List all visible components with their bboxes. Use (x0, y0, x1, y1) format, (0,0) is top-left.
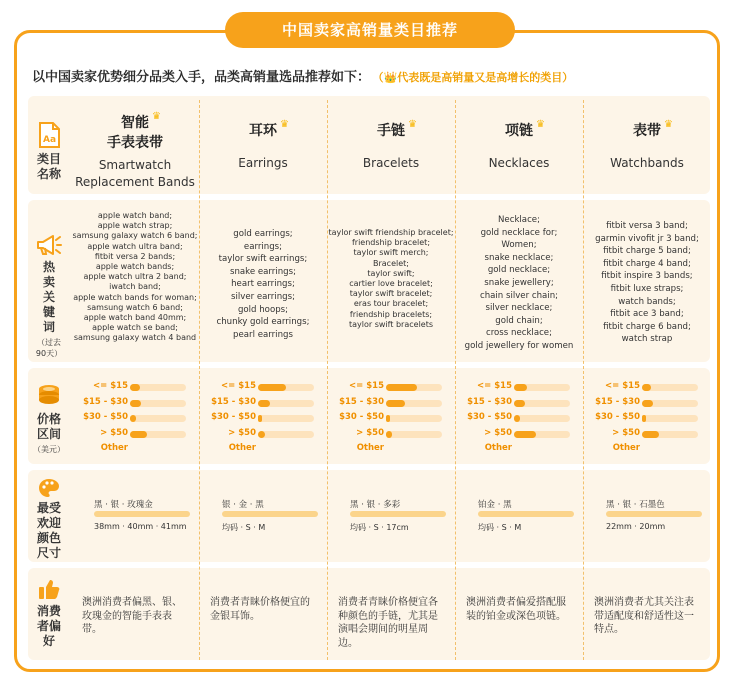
color-cell (72, 470, 198, 562)
price-bar-track (642, 431, 698, 438)
keyword-item: apple watch strap; (97, 221, 173, 231)
price-bar-track (258, 415, 314, 422)
keyword-item: Necklace; (498, 215, 540, 225)
color-size-divider (350, 511, 446, 517)
column-divider (327, 100, 328, 660)
price-bar-row (328, 396, 454, 412)
color-size-divider (94, 511, 190, 517)
keywords-list (72, 211, 198, 344)
popular-colors: 铂金 · 黑 (478, 500, 512, 510)
category-en: Necklaces (488, 156, 550, 170)
keyword-item: watch strap (621, 334, 673, 345)
keyword-item: samsung galaxy watch 6 band; (72, 231, 198, 241)
coins-icon (37, 384, 61, 406)
price-bar-track (130, 415, 186, 422)
price-bar-row (72, 442, 198, 458)
keyword-item: apple watch bands; (95, 262, 175, 272)
price-bar-row (72, 380, 198, 396)
price-bar-row (200, 442, 326, 458)
keyword-item: cartier love bracelet; (349, 279, 433, 289)
popular-colors: 银 · 金 · 黑 (222, 500, 264, 510)
category-en: Earrings (238, 156, 288, 170)
price-cell (72, 368, 198, 464)
price-bar-row (328, 380, 454, 396)
category-cn-text: 项链 (505, 123, 533, 139)
price-bar-fill (386, 431, 392, 438)
price-bar-fill (386, 415, 390, 422)
price-bar-track (642, 384, 698, 391)
category-cn-text: 手链 (377, 123, 405, 139)
price-bar-fill (514, 400, 525, 407)
keywords-cell (72, 200, 198, 362)
color-row-header (28, 470, 70, 562)
preference-text: 澳洲消费者偏黑、银、玫瑰金的智能手表表带。 (82, 597, 182, 635)
price-bar-fill (514, 384, 527, 391)
keyword-item: taylor swift; (367, 268, 415, 278)
price-row (28, 368, 710, 464)
keyword-item: Bracelet; (373, 258, 409, 268)
crown-icon: ♛ (280, 119, 289, 130)
price-bar-fill (642, 415, 646, 422)
price-bar-fill (258, 415, 262, 422)
price-bar-row (456, 442, 582, 458)
popular-colors: 黑 · 银 · 玫瑰金 (94, 500, 153, 510)
category-cn-text: 耳环 (249, 123, 277, 139)
keyword-item: eras tour bracelet; (353, 299, 429, 309)
keyword-item: fitbit charge 5 band; (603, 246, 691, 257)
preference-text: 澳洲消费者偏爱搭配服装的铂金或深色项链。 (466, 597, 566, 622)
price-bar-track (386, 400, 442, 407)
preference-row-label: 消费者偏好 (36, 604, 61, 648)
keywords-list (328, 228, 454, 330)
color-cell (328, 470, 454, 562)
price-range-label: > $50 (228, 427, 256, 438)
category-cell-smartwatch (72, 96, 198, 194)
price-range-label: $30 - $50 (467, 412, 512, 422)
price-bar-track (642, 415, 698, 422)
keyword-item: taylor swift earrings; (218, 254, 308, 265)
price-cell (456, 368, 582, 464)
column-divider (583, 100, 584, 660)
price-bar-fill (258, 431, 265, 438)
popular-sizes: 均码 · S · M (222, 523, 266, 532)
price-bar-fill (130, 431, 147, 438)
preference-cell (200, 568, 326, 660)
keyword-item: heart earrings; (231, 279, 295, 290)
keyword-item: snake jewellery; (484, 277, 554, 288)
preference-text: 消费者青睐价格便宜各种颜色的手链，尤其是演唱会期间的明星周边。 (338, 597, 438, 649)
popular-sizes: 38mm · 40mm · 41mm (94, 522, 187, 531)
keyword-item: taylor swift bracelets (348, 319, 434, 329)
keyword-item: fitbit inspire 3 bands; (601, 271, 693, 282)
category-en-line2: Replacement Bands (75, 175, 195, 189)
keyword-item: gold chain; (495, 315, 543, 326)
price-range-label: <= $15 (93, 381, 128, 391)
category-cn-line1: 智能 (121, 115, 149, 131)
price-bar-fill (642, 384, 651, 391)
price-bar-track (258, 384, 314, 391)
crown-icon: ♛ (664, 119, 673, 130)
keyword-item: fitbit versa 3 band; (606, 221, 688, 231)
price-bar-fill (130, 415, 136, 422)
price-range-label: $15 - $30 (211, 396, 256, 407)
keyword-item: gold necklace for; (480, 227, 558, 238)
price-bar-track (514, 384, 570, 391)
category-cn (249, 119, 289, 140)
category-cn (377, 119, 417, 140)
keyword-item: Women; (501, 240, 537, 251)
keyword-item: silver necklace; (485, 303, 553, 314)
keyword-item: apple watch ultra 2 band; (83, 272, 187, 282)
category-row-header (28, 96, 70, 194)
keyword-item: apple watch band 40mm; (83, 313, 187, 323)
keyword-item: fitbit charge 6 band; (603, 321, 691, 332)
keyword-item: gold earrings; (233, 229, 293, 239)
category-cn (505, 119, 545, 140)
preference-row-header (28, 568, 70, 660)
price-range-label: <= $15 (605, 381, 640, 391)
category-cell-earrings (200, 96, 326, 194)
price-bar-fill (514, 415, 520, 422)
keyword-item: friendship bracelet; (351, 238, 431, 248)
keyword-item: pearl earrings (233, 329, 293, 340)
keyword-item: samsung watch 6 band; (87, 302, 183, 312)
price-bar-row (456, 380, 582, 396)
keyword-item: fitbit charge 4 band; (603, 258, 691, 269)
price-range-label: > $50 (100, 427, 128, 438)
keyword-item: samsung galaxy watch 4 band (73, 333, 197, 343)
preference-cell (584, 568, 710, 660)
price-row-sub: （美元） (33, 445, 65, 454)
keyword-item: gold necklace; (487, 265, 551, 276)
category-cell-watchbands (584, 96, 710, 194)
price-bar-track (130, 431, 186, 438)
price-bar-row (200, 427, 326, 443)
color-cell (456, 470, 582, 562)
crown-icon: ♛ (536, 119, 545, 130)
category-cell-necklaces (456, 96, 582, 194)
price-bar-track (514, 415, 570, 422)
keyword-item: silver earrings; (230, 291, 296, 302)
category-cn-line2: 手表表带 (107, 135, 163, 151)
price-bar-track (258, 431, 314, 438)
popular-colors: 黑 · 银 · 多彩 (350, 500, 401, 510)
price-range-label: <= $15 (477, 381, 512, 391)
price-range-label: > $50 (356, 427, 384, 438)
keyword-item: taylor swift bracelet; (349, 289, 433, 299)
price-bar-row (72, 411, 198, 427)
price-bar-fill (258, 384, 286, 391)
price-range-label: <= $15 (221, 381, 256, 391)
price-row-label: 价格区间 (36, 412, 61, 441)
keyword-item: cross necklace; (485, 328, 552, 339)
price-cell (328, 368, 454, 464)
price-bar-track (130, 384, 186, 391)
preference-cell (328, 568, 454, 660)
price-bar-row (456, 411, 582, 427)
category-en: Watchbands (610, 156, 684, 170)
keywords-cell (456, 200, 582, 362)
price-bar-row (328, 442, 454, 458)
preference-text: 消费者青睐价格便宜的金银耳饰。 (210, 597, 310, 622)
keyword-item: fitbit ace 3 band; (610, 309, 684, 320)
color-row (28, 470, 710, 562)
price-bar-track (386, 431, 442, 438)
popular-colors: 黑 · 银 · 石墨色 (606, 500, 665, 510)
keyword-item: apple watch band; (97, 211, 173, 220)
price-bar-row (200, 411, 326, 427)
color-cell (200, 470, 326, 562)
price-bar-track (386, 384, 442, 391)
intro-line (32, 66, 712, 88)
keyword-item: fitbit luxe straps; (610, 283, 684, 294)
keyword-item: taylor swift merch; (353, 248, 429, 258)
column-divider (455, 100, 456, 660)
price-range-label: $15 - $30 (339, 396, 384, 407)
column-divider (199, 100, 200, 660)
intro-text: 以中国卖家优势细分品类入手，品类高销量选品推荐如下： (32, 70, 371, 85)
price-range-label: $30 - $50 (211, 412, 256, 422)
keyword-item: apple watch ultra band; (87, 241, 183, 251)
price-bar-fill (258, 400, 270, 407)
price-bar-row (200, 380, 326, 396)
keywords-list (584, 220, 710, 346)
price-bar-fill (514, 431, 536, 438)
keywords-list (456, 214, 582, 353)
price-cell (200, 368, 326, 464)
preference-cell (72, 568, 198, 660)
category-row (28, 96, 710, 194)
price-bar-row (328, 411, 454, 427)
price-cell (584, 368, 710, 464)
price-range-label: Other (484, 443, 512, 453)
price-bar-track (514, 400, 570, 407)
price-bar-fill (386, 400, 405, 407)
price-bar-row (456, 396, 582, 412)
color-row-label: 最受欢迎颜色尺寸 (36, 501, 61, 560)
price-range-label: $30 - $50 (83, 412, 128, 422)
price-bar-fill (130, 384, 140, 391)
keywords-row-sub: （过去90天） (35, 338, 63, 358)
keywords-row-header (28, 200, 70, 362)
keyword-item: earrings; (243, 241, 283, 252)
keywords-cell (200, 200, 326, 362)
keyword-item: chunky gold earrings; (216, 317, 310, 328)
keyword-item: friendship bracelets; (349, 309, 433, 319)
megaphone-icon (36, 234, 62, 256)
keyword-item: iwatch band; (109, 282, 161, 292)
price-bar-row (456, 427, 582, 443)
price-range-label: > $50 (612, 427, 640, 438)
keyword-item: snake necklace; (484, 252, 554, 263)
keywords-cell (584, 200, 710, 362)
price-range-label: $15 - $30 (83, 396, 128, 407)
price-bar-row (72, 427, 198, 443)
keyword-item: chain silver chain; (479, 290, 559, 301)
keyword-item: apple watch se band; (92, 323, 178, 333)
category-cn (633, 119, 673, 140)
price-range-label: $15 - $30 (595, 396, 640, 407)
crown-icon: ♛ (152, 111, 161, 122)
keyword-item: apple watch bands for woman; (73, 292, 197, 302)
popular-sizes: 均码 · S · M (478, 523, 522, 532)
price-bar-row (584, 380, 710, 396)
keyword-item: garmin vivofit jr 3 band; (595, 233, 699, 244)
category-en: Bracelets (362, 156, 420, 170)
price-bar-row (584, 396, 710, 412)
price-range-label: $15 - $30 (467, 396, 512, 407)
price-bar-row (72, 396, 198, 412)
document-aa-icon (37, 122, 61, 148)
palette-icon (38, 478, 60, 498)
keyword-item: watch bands; (618, 296, 676, 307)
price-range-label: $30 - $50 (339, 412, 384, 422)
price-bar-fill (130, 400, 141, 407)
popular-sizes: 22mm · 20mm (606, 522, 666, 531)
price-bar-fill (642, 400, 653, 407)
category-row-label: 类目名称 (36, 152, 61, 181)
preference-text: 澳洲消费者尤其关注表带适配度和舒适性这一特点。 (594, 597, 694, 635)
price-range-label: Other (100, 443, 128, 453)
keyword-item: fitbit versa 2 bands; (94, 251, 176, 261)
price-bar-row (328, 427, 454, 443)
price-bar-row (584, 442, 710, 458)
price-bar-track (258, 400, 314, 407)
preference-row (28, 568, 710, 660)
keywords-cell (328, 200, 454, 362)
price-range-label: Other (356, 443, 384, 453)
crown-icon: ♛ (408, 119, 417, 130)
color-size-divider (478, 511, 574, 517)
keyword-item: taylor swift friendship bracelet; (328, 228, 454, 237)
category-cell-bracelets (328, 96, 454, 194)
price-bar-track (642, 400, 698, 407)
price-range-label: Other (228, 443, 256, 453)
keyword-item: gold jewellery for women (464, 340, 574, 351)
color-size-divider (606, 511, 702, 517)
keywords-row (28, 200, 710, 362)
price-bar-row (200, 396, 326, 412)
price-bar-row (584, 427, 710, 443)
svg-text:Aa: Aa (43, 135, 57, 145)
price-range-label: <= $15 (349, 381, 384, 391)
price-bar-track (514, 431, 570, 438)
price-range-label: Other (612, 443, 640, 453)
price-bar-fill (386, 384, 417, 391)
page-title: 中国卖家高销量类目推荐 (225, 12, 515, 48)
keyword-item: snake earrings; (229, 266, 296, 277)
price-row-header (28, 368, 70, 464)
price-bar-track (130, 400, 186, 407)
keywords-list (200, 228, 326, 341)
intro-note: （👑代表既是高销量又是高增长的类目） (378, 71, 574, 84)
category-cn-text: 表带 (633, 123, 661, 139)
color-size-divider (222, 511, 318, 517)
popular-sizes: 均码 · S · 17cm (350, 523, 409, 532)
price-bar-fill (642, 431, 659, 438)
category-en-line1: Smartwatch (98, 158, 172, 172)
preference-cell (456, 568, 582, 660)
keywords-row-label: 热卖关键词 (42, 260, 55, 334)
price-range-label: $30 - $50 (595, 412, 640, 422)
category-cn (121, 111, 161, 132)
price-bar-row (584, 411, 710, 427)
price-range-label: > $50 (484, 427, 512, 438)
color-cell (584, 470, 710, 562)
thumbs-up-icon (38, 578, 60, 600)
keyword-item: gold hoops; (237, 304, 289, 315)
price-bar-track (386, 415, 442, 422)
